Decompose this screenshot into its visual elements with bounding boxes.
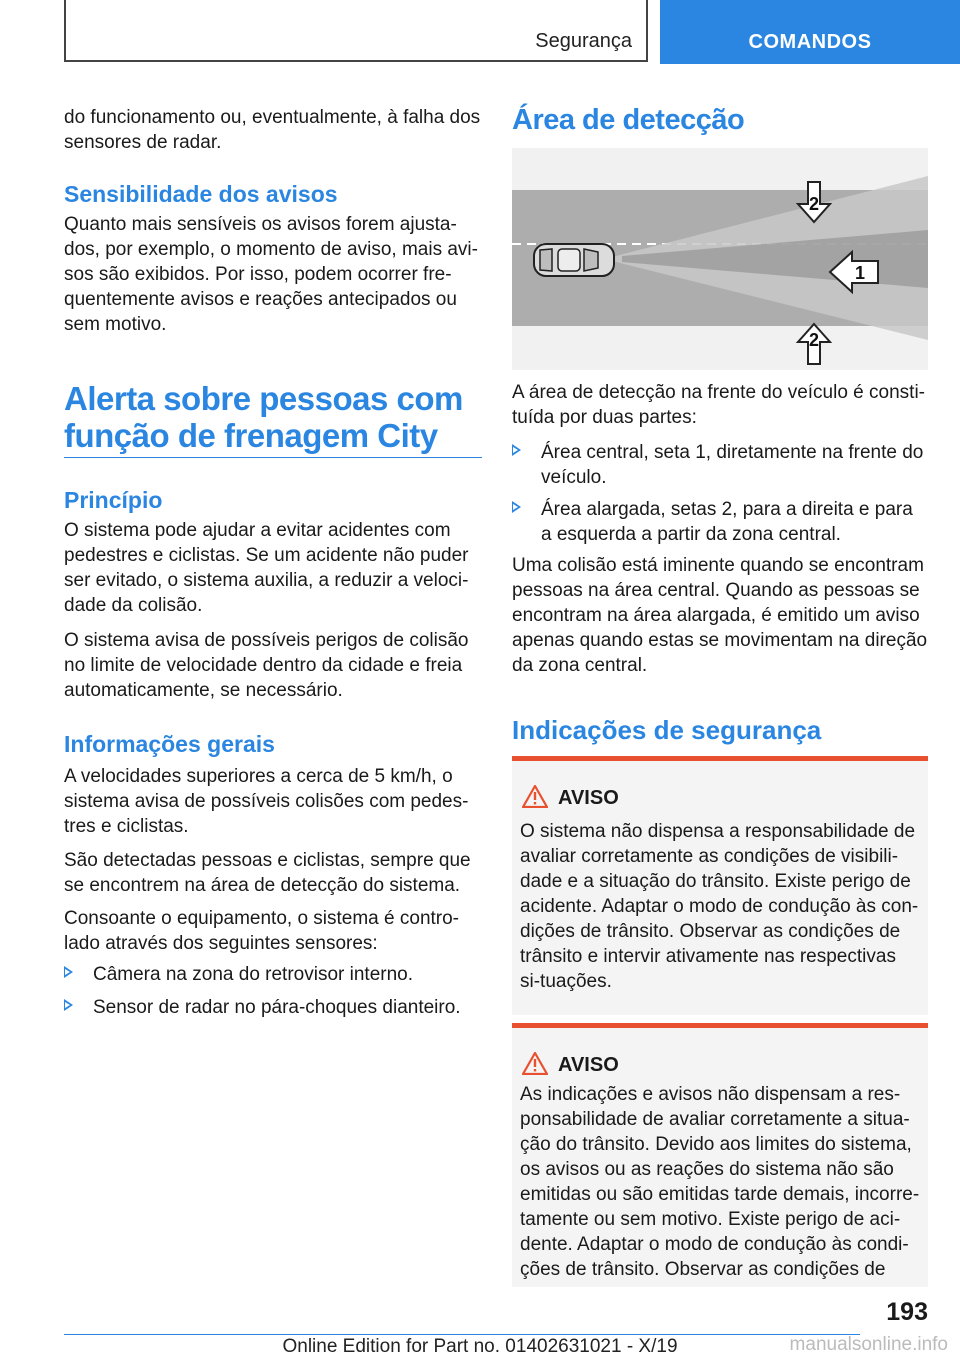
bullet-triangle-icon <box>64 966 73 978</box>
general-info-paragraph-1: A velocidades superiores a cerca de 5 km/h, o sistema avisa de possíveis colisões com pedes-tres e ciclistas. <box>64 766 469 837</box>
warning-text: O sistema não dispensa a responsabilidade de avaliar corretamente as condições de visibili-dade e a situação do trânsito. Existe perigo de acidente. Adaptar o modo de condução às con-dições de trânsito. Observar as condições de trânsito e intervir ativamente nas respectivas si-tuações. <box>520 821 919 992</box>
bullet-triangle-icon <box>64 999 73 1011</box>
sensitivity-paragraph: Quanto mais sensíveis os avisos forem ajusta-dos, por exemplo, o momento de aviso, mais avi-sos são exibidos. Por isso, podem ocorrer fre-quentemente avisos e reações antecipados ou sem motivo. <box>64 214 478 335</box>
section-tab <box>64 0 648 62</box>
safety-heading: Indicações de segurança <box>512 715 822 745</box>
chapter-tab[interactable] <box>660 0 960 64</box>
bullet-triangle-icon <box>512 444 521 456</box>
general-info-heading: Informações gerais <box>64 731 275 757</box>
heading-rule <box>64 457 482 458</box>
principle-paragraph-2: O sistema avisa de possíveis perigos de colisão no limite de velocidade dentro da cidade e freia automaticamente, se necessário. <box>64 630 469 701</box>
edition-line: Online Edition for Part no. 01402631021 - X/19 <box>282 1336 678 1357</box>
warning-box-1 <box>512 756 928 1015</box>
detection-area-heading: Área de detecção <box>512 104 745 136</box>
list-item: Área alargada, setas 2, para a direita e para a esquerda a partir da zona central. <box>512 497 928 547</box>
warning-title: AVISO <box>558 787 619 809</box>
list-item: Área central, seta 1, diretamente na frente do veículo. <box>512 440 928 490</box>
principle-paragraph-1: O sistema pode ajudar a evitar acidentes com pedestres e ciclistas. Se um acidente não puder ser evitado, o sistema auxilia, a reduzir a veloci-dade da colisão. <box>64 520 469 616</box>
principle-heading: Princípio <box>64 487 163 513</box>
general-info-paragraph-3: Consoante o equipamento, o sistema é contro-lado através dos seguintes sensores: <box>64 908 460 954</box>
bullet-triangle-icon <box>512 501 521 513</box>
car-icon <box>534 244 614 276</box>
page-number: 193 <box>886 1298 928 1326</box>
detection-diagram <box>512 148 928 370</box>
arrow-label: 1 <box>854 263 866 283</box>
detection-area-figure <box>512 148 928 370</box>
warning-box-2 <box>512 1023 928 1287</box>
warning-triangle-icon <box>522 785 548 808</box>
section-label: Segurança <box>535 30 632 52</box>
page-header <box>0 0 960 64</box>
sensitivity-heading: Sensibilidade dos avisos <box>64 181 338 207</box>
list-item: Câmera na zona do retrovisor interno. <box>64 962 482 987</box>
warning-title: AVISO <box>558 1054 619 1076</box>
general-info-paragraph-2: São detectadas pessoas e ciclistas, sempre que se encontrem na área de detecção do sistema. <box>64 850 471 896</box>
watermark: manualsonline.info <box>789 1334 948 1355</box>
warning-text: As indicações e avisos não dispensam a res-ponsabilidade de avaliar corretamente a situa-ção do trânsito. Devido aos limites do sistema, os avisos ou as reações do sistema não são emitidas ou são emitidas tarde demais, incorre-tamente ou sem motivo. Existe perigo de aci-dente. Adaptar o modo de condução às condi-ções de trânsito. Observar as condições de <box>520 1084 920 1280</box>
intro-paragraph: do funcionamento ou, eventualmente, à falha dos sensores de radar. <box>64 107 481 153</box>
list-item: Sensor de radar no pára-choques dianteiro. <box>64 995 482 1020</box>
arrow-label: 2 <box>808 194 820 214</box>
detection-paragraph-1: A área de detecção na frente do veículo é consti-tuída por duas partes: <box>512 382 925 428</box>
main-heading: Alerta sobre pessoas com função de frenagem City <box>64 380 463 454</box>
arrow-label: 2 <box>808 330 820 350</box>
chapter-label: COMANDOS <box>748 31 872 53</box>
warning-triangle-icon <box>522 1052 548 1075</box>
footer-rule <box>64 1334 860 1335</box>
detection-paragraph-2: Uma colisão está iminente quando se encontram pessoas na área central. Quando as pessoas se encontram na área alargada, é emitido um aviso apenas quando estas se movimentam na direção da zona central. <box>512 555 928 676</box>
